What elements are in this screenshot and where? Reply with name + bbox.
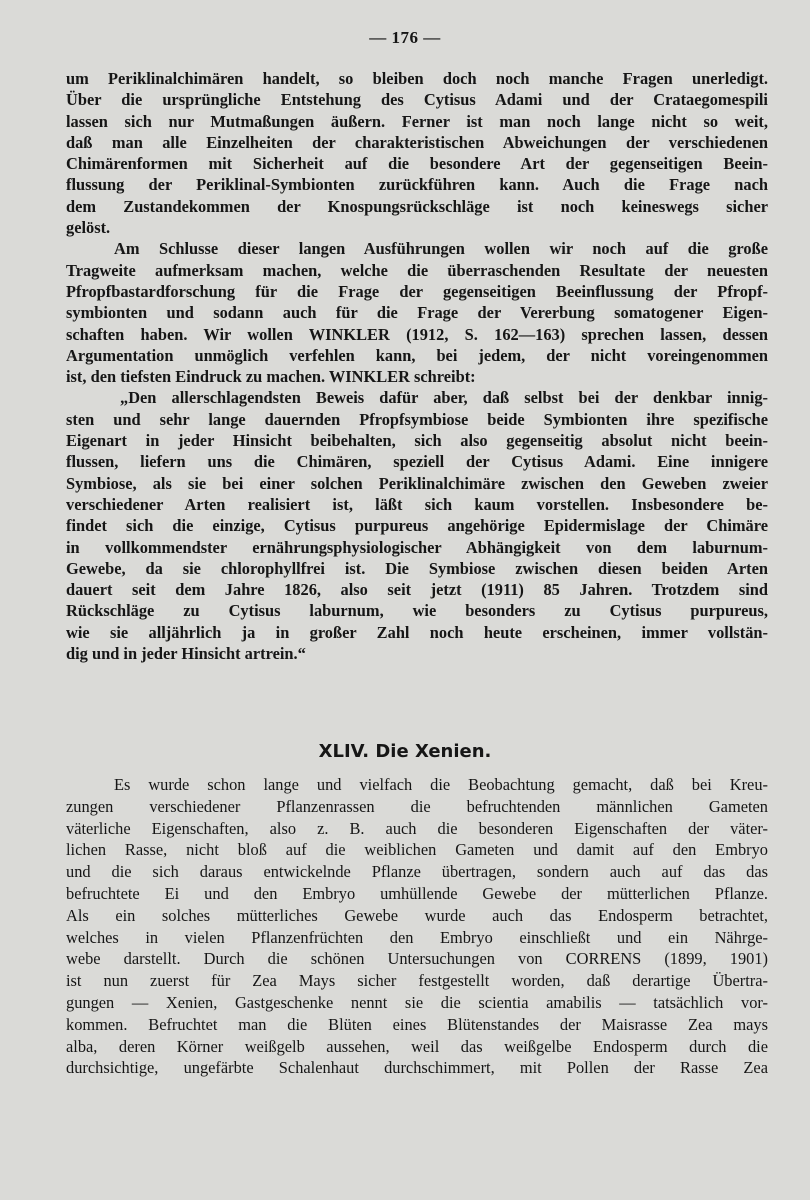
text-line: durchsichtige, ungefärbte Schalenhaut durchschimmert, mit Pollen der Rasse Zea	[66, 1058, 768, 1078]
text-block-lower	[66, 774, 768, 1079]
text-line: lassen sich nur Mutmaßungen äußern. Ferner ist man noch lange nicht so weit,	[66, 111, 768, 131]
text-line: und die sich daraus entwickelnde Pflanze übertragen, sondern auch auf das das	[66, 862, 768, 882]
text-line: zungen verschiedener Pflanzenrassen die befruchtenden männlichen Gameten	[66, 796, 768, 816]
text-line: lichen Rasse, nicht bloß auf die weiblichen Gameten und damit auf den Embryo	[66, 840, 768, 860]
text-line: „Den allerschlagendsten Beweis dafür aber, daß selbst bei der denkbar innig-	[120, 388, 768, 408]
text-line: daß man alle Einzelheiten der charakteristischen Abweichungen der verschiedenen	[66, 132, 768, 152]
text-line: wie sie alljährlich ja in großer Zahl noch heute erscheinen, immer vollstän-	[66, 622, 768, 642]
text-line: gungen — Xenien, Gastgeschenke nennt sie die scientia amabilis — tatsächlich vor-	[66, 992, 768, 1012]
text-block-upper	[66, 68, 768, 664]
section-title: XLIV. Die Xenien.	[318, 741, 492, 762]
text-line: Gewebe, da sie chlorophyllfrei ist. Die Symbiose zwischen diesen beiden Arten	[66, 558, 768, 578]
text-line: webe darstellt. Durch die schönen Untersuchungen von CORRENS (1899, 1901)	[66, 949, 768, 969]
text-line: gelöst.	[66, 218, 111, 238]
text-line: sten und sehr lange dauernden Pfropfsymbiose beide Symbionten ihre spezifische	[66, 409, 768, 429]
page-number: — 176 —	[369, 28, 441, 47]
text-line: Über die ursprüngliche Entstehung des Cytisus Adami und der Crataegomespili	[66, 90, 768, 110]
text-line: Tragweite aufmerksam machen, welche die überraschenden Resultate der neuesten	[66, 260, 768, 280]
text-line: Argumentation unmöglich verfehlen kann, bei jedem, der nicht voreingenommen	[66, 345, 768, 365]
text-line: Chimärenformen mit Sicherheit auf die besondere Art der gegenseitigen Beein-	[66, 154, 768, 174]
text-line: symbionten und sodann auch für die Frage der Vererbung somatogener Eigen-	[66, 303, 768, 323]
text-line: väterliche Eigenschaften, also z. B. auch die besonderen Eigenschaften der väter-	[66, 818, 768, 838]
text-line: Eigenart in jeder Hinsicht beibehalten, sich also gegenseitig absolut nicht beein-	[66, 431, 768, 451]
text-line: flussung der Periklinal-Symbionten zurückführen kann. Auch die Frage nach	[66, 175, 768, 195]
text-line: kommen. Befruchtet man die Blüten eines Blütenstandes der Maisrasse Zea mays	[66, 1014, 768, 1034]
text-line: um Periklinalchimären handelt, so bleiben doch noch manche Fragen unerledigt.	[66, 69, 768, 88]
text-line: Symbiose, als sie bei einer solchen Periklinalchimäre zwischen den Geweben zweier	[66, 473, 768, 493]
text-line: dig und in jeder Hinsicht artrein.“	[66, 644, 306, 664]
text-line: befruchtete Ei und den Embryo umhüllende Gewebe der mütterlichen Pflanze.	[66, 883, 768, 903]
text-line: Als ein solches mütterliches Gewebe wurde auch das Endosperm betrachtet,	[66, 905, 768, 925]
text-line: findet sich die einzige, Cytisus purpureus angehörige Epidermislage der Chimäre	[66, 516, 768, 536]
text-line: Rückschläge zu Cytisus laburnum, wie besonders zu Cytisus purpureus,	[66, 601, 768, 621]
text-line: Pfropfbastardforschung für die Frage der gegenseitigen Beeinflussung der Pfropf-	[66, 281, 768, 301]
text-line: verschiedener Arten realisiert ist, läßt sich kaum vorstellen. Insbesondere be-	[66, 494, 768, 514]
text-line: Am Schlusse dieser langen Ausführungen wollen wir noch auf die große	[114, 239, 768, 259]
text-line: in vollkommendster ernährungsphysiologischer Abhängigkeit von dem laburnum-	[66, 537, 768, 557]
text-line: ist nun zuerst für Zea Mays sicher festgestellt worden, daß derartige Übertra-	[66, 971, 768, 991]
text-line: ist, den tiefsten Eindruck zu machen. WINKLER schreibt:	[66, 367, 476, 387]
text-line: alba, deren Körner weißgelb aussehen, weil das weißgelbe Endosperm durch die	[66, 1036, 768, 1056]
text-line: flussen, liefern uns die Chimären, speziell der Cytisus Adami. Eine innigere	[66, 452, 768, 472]
text-line: welches in vielen Pflanzenfrüchten den Embryo einschließt und ein Nährge-	[66, 927, 768, 947]
text-line: dauert seit dem Jahre 1826, also seit jetzt (1911) 85 Jahren. Trotzdem sind	[66, 580, 768, 600]
text-line: dem Zustandekommen der Knospungsrückschläge ist noch keineswegs sicher	[66, 196, 768, 216]
text-line: schaften haben. Wir wollen WINKLER (1912, S. 162—163) sprechen lassen, dessen	[66, 324, 768, 344]
text-line: Es wurde schon lange und vielfach die Beobachtung gemacht, daß bei Kreu-	[114, 775, 768, 794]
